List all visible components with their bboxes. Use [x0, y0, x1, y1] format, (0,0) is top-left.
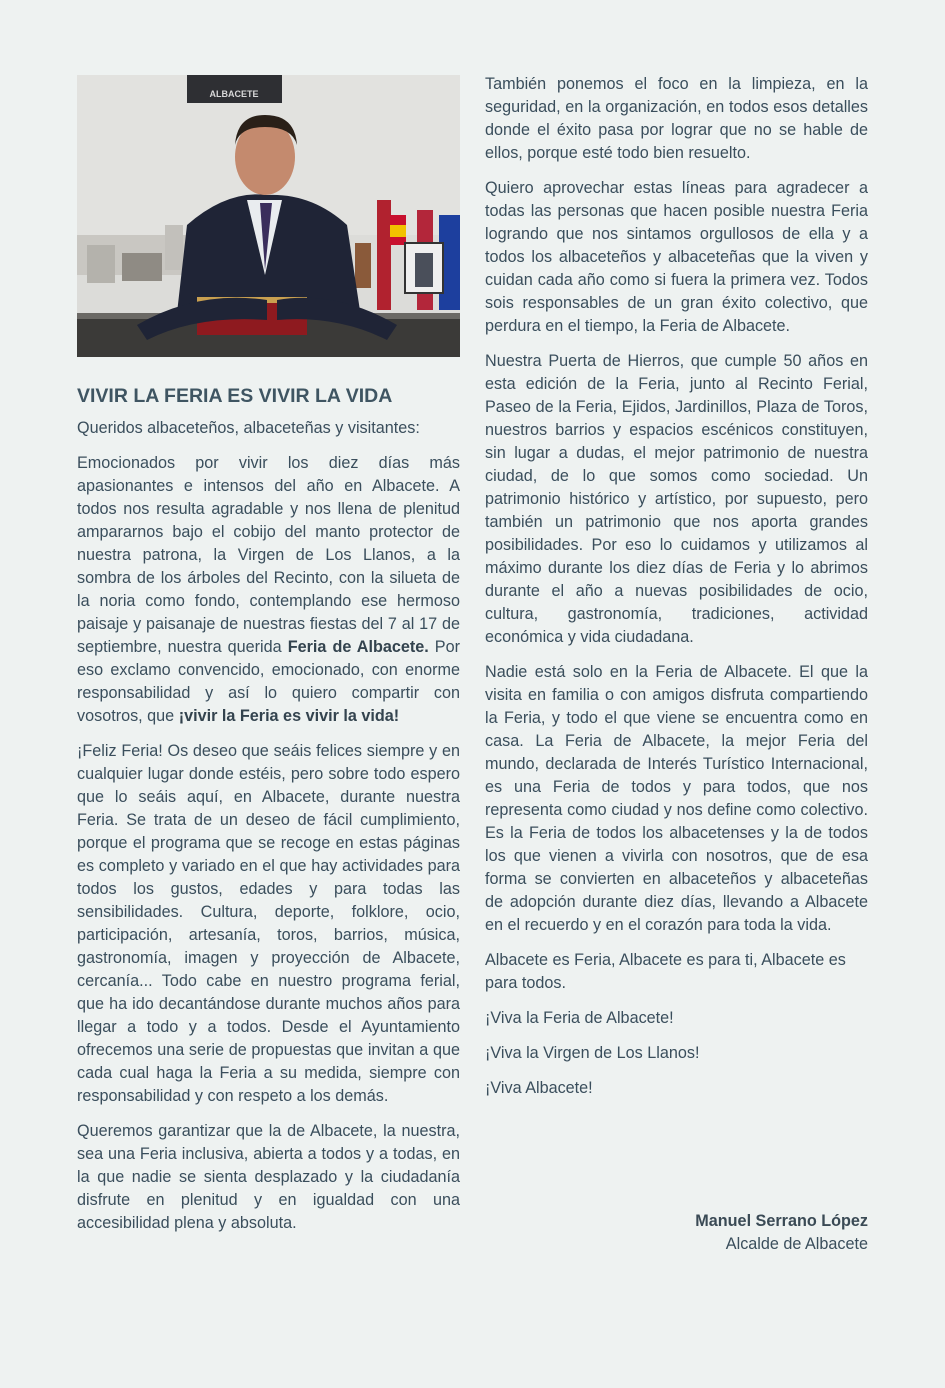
paragraph-3: Queremos garantizar que la de Albacete, la nuestra, sea una Feria inclusiva, abierta a todos y a todas, en la que nadie se sienta desplazado y la ciudadanía disfrute en plenitud y en igualdad con una accesibilidad plena y absoluta.	[77, 1122, 460, 1232]
paragraph-8: Albacete es Feria, Albacete es para ti, Albacete es para todos.	[485, 951, 846, 992]
bold-vivir-la-feria: ¡vivir la Feria es vivir la vida!	[178, 707, 400, 725]
signature	[695, 1210, 868, 1256]
headline: VIVIR LA FERIA ES VIVIR LA VIDA	[77, 385, 393, 407]
cheer-albacete: ¡Viva Albacete!	[485, 1079, 593, 1097]
paragraph-1: Emocionados por vivir los diez días más apasionantes e intensos del año en Albacete. A todos nos resulta agradable y nos llena de plenitud ampararnos bajo el cobijo del manto protector de nuestra patrona, la Virgen de Los Llanos, a la sombra de los árboles del Recinto, con la silueta de la noria como fondo, contemplando ese hermoso paisaje y paisanaje de nuestras fiestas del 7 al 17 de septiembre, nuestra querida Feria de Albacete. Por eso exclamo convencido, emocionado, con enorme responsabilidad y así lo quiero compartir con vosotros, que ¡vivir la Feria es vivir la vida!	[77, 454, 460, 725]
salutation: Queridos albaceteños, albaceteñas y visitantes:	[77, 419, 420, 437]
mayor-photo	[77, 75, 460, 357]
left-column	[77, 75, 460, 1247]
cheer-virgen: ¡Viva la Virgen de Los Llanos!	[485, 1044, 700, 1062]
signature-name: Manuel Serrano López	[695, 1212, 868, 1230]
cheer-feria: ¡Viva la Feria de Albacete!	[485, 1009, 674, 1027]
paragraph-4: También ponemos el foco en la limpieza, en la seguridad, en la organización, en todos esos detalles donde el éxito pasa por lograr que no se hable de ellos, porque esté todo bien resuelto.	[485, 75, 868, 162]
right-column	[485, 73, 868, 1112]
paragraph-5: Quiero aprovechar estas líneas para agradecer a todas las personas que hacen posible nuestra Feria logrando que nos sintamos orgullosos de ella y a todos los albaceteños y albaceteñas que la viven y cuidan cada año como si fuera la primera vez. Todos sois responsables de un gran éxito colectivo, que perdura en el tiempo, la Feria de Albacete.	[485, 179, 868, 335]
photo-sign-text: ALBACETE	[209, 89, 259, 99]
signature-role: Alcalde de Albacete	[725, 1235, 868, 1253]
paragraph-2: ¡Feliz Feria! Os deseo que seáis felices siempre y en cualquier lugar donde estéis, pero sobre todo espero que lo seáis aquí, en Albacete, durante nuestra Feria. Se trata de un deseo de fácil cumplimiento, porque el programa que se recoge en estas páginas es completo y variado en el que hay actividades para todos los gustos, edades y para todas las sensibilidades. Cultura, deporte, folklore, ocio, participación, artesanía, toros, barrios, música, gastronomía, imagen y proyección de Albacete, cercanía... Todo cabe en nuestro programa ferial, que ha ido decantándose durante muchos años para llegar a todo y a todos. Desde el Ayuntamiento ofrecemos una serie de propuestas que invitan a que cada cual haga la Feria a su medida, siempre con responsabilidad y con respeto a los demás.	[77, 742, 460, 1105]
paragraph-7: Nadie está solo en la Feria de Albacete. El que la visita en familia o con amigos disfruta compartiendo la Feria, y todo el que viene se encuentra como en casa. La Feria de Albacete, la mejor Feria del mundo, declarada de Interés Turístico Internacional, es una Feria de todos y para todos, que nos representa como ciudad y nos define como colectivo. Es la Feria de todos los albacetenses y la de todos los que vienen a vivirla con nosotros, que de esa forma se convierten en albaceteños y albaceteñas de adopción durante diez días, llevando a Albacete en el recuerdo y en el corazón para toda la vida.	[485, 663, 868, 934]
paragraph-6: Nuestra Puerta de Hierros, que cumple 50 años en esta edición de la Feria, junto al Recinto Ferial, Paseo de la Feria, Ejidos, Jardinillos, Plaza de Toros, nuestros barrios y espacios escénicos constituyen, sin lugar a dudas, el mejor patrimonio de nuestra ciudad, de lo que somos como sociedad. Un patrimonio histórico y artístico, por supuesto, pero también un patrimonio que nos aporta grandes posibilidades. Por eso lo cuidamos y utilizamos al máximo durante los diez días de Feria y lo abrimos durante el año a nuevas posibilidades de ocio, cultura, gastronomía, tradiciones, actividad económica y vida ciudadana.	[485, 352, 868, 646]
bold-feria-de-albacete: Feria de Albacete.	[287, 638, 429, 656]
